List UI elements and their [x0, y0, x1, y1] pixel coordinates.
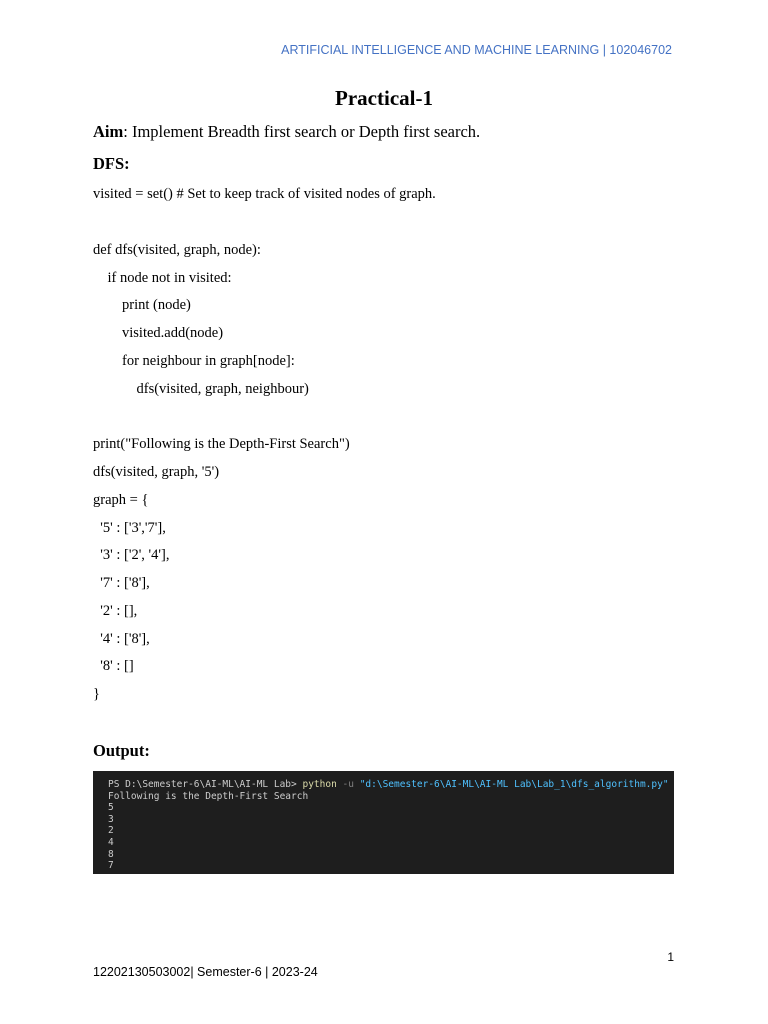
code-line: '4' : ['8'],	[93, 631, 150, 647]
terminal-flag: -u	[336, 779, 360, 790]
page-header: ARTIFICIAL INTELLIGENCE AND MACHINE LEARNING | 102046702	[281, 43, 672, 57]
terminal-command-line	[108, 779, 669, 791]
terminal-output-line: 5	[108, 802, 114, 814]
code-line: '3' : ['2', '4'],	[93, 547, 170, 563]
code-line: for neighbour in graph[node]:	[93, 353, 295, 369]
terminal-output-screenshot	[93, 771, 674, 874]
code-line: dfs(visited, graph, neighbour)	[93, 381, 309, 397]
aim-statement	[93, 122, 480, 142]
terminal-prompt: PS D:\Semester-6\AI-ML\AI-ML Lab>	[108, 779, 303, 790]
code-line: '5' : ['3','7'],	[93, 520, 166, 536]
code-line: '2' : [],	[93, 603, 138, 619]
terminal-output-line: 4	[108, 836, 114, 848]
output-heading: Output:	[93, 741, 150, 760]
terminal-output-line: 2	[108, 825, 114, 837]
code-line: def dfs(visited, graph, node):	[93, 242, 261, 258]
terminal-command: python	[302, 779, 337, 790]
terminal-script-path: "d:\Semester-6\AI-ML\AI-ML Lab\Lab_1\dfs_algorithm.py"	[359, 779, 669, 790]
aim-label: Aim	[93, 122, 124, 141]
page-title: Practical-1	[335, 86, 433, 110]
code-line: print("Following is the Depth-First Search")	[93, 436, 350, 452]
code-line: visited.add(node)	[93, 325, 224, 341]
code-line: dfs(visited, graph, '5')	[93, 464, 220, 480]
code-line: graph = {	[93, 492, 149, 508]
code-line: visited = set() # Set to keep track of visited nodes of graph.	[93, 186, 436, 202]
terminal-output-line: 8	[108, 848, 114, 860]
aim-text: : Implement Breadth first search or Depth first search.	[123, 122, 481, 141]
dfs-heading: DFS:	[93, 154, 130, 173]
code-line: print (node)	[93, 297, 191, 313]
page-footer: 12202130503002| Semester-6 | 2023-24	[93, 965, 318, 979]
terminal-output-line: Following is the Depth-First Search	[108, 790, 309, 802]
code-line: '8' : []	[93, 658, 134, 674]
terminal-output-line: 3	[108, 813, 114, 825]
page-number: 1	[667, 950, 674, 964]
code-line: if node not in visited:	[93, 270, 232, 286]
terminal-output-line: 7	[108, 860, 114, 872]
code-line: '7' : ['8'],	[93, 575, 150, 591]
code-line: }	[93, 686, 100, 702]
